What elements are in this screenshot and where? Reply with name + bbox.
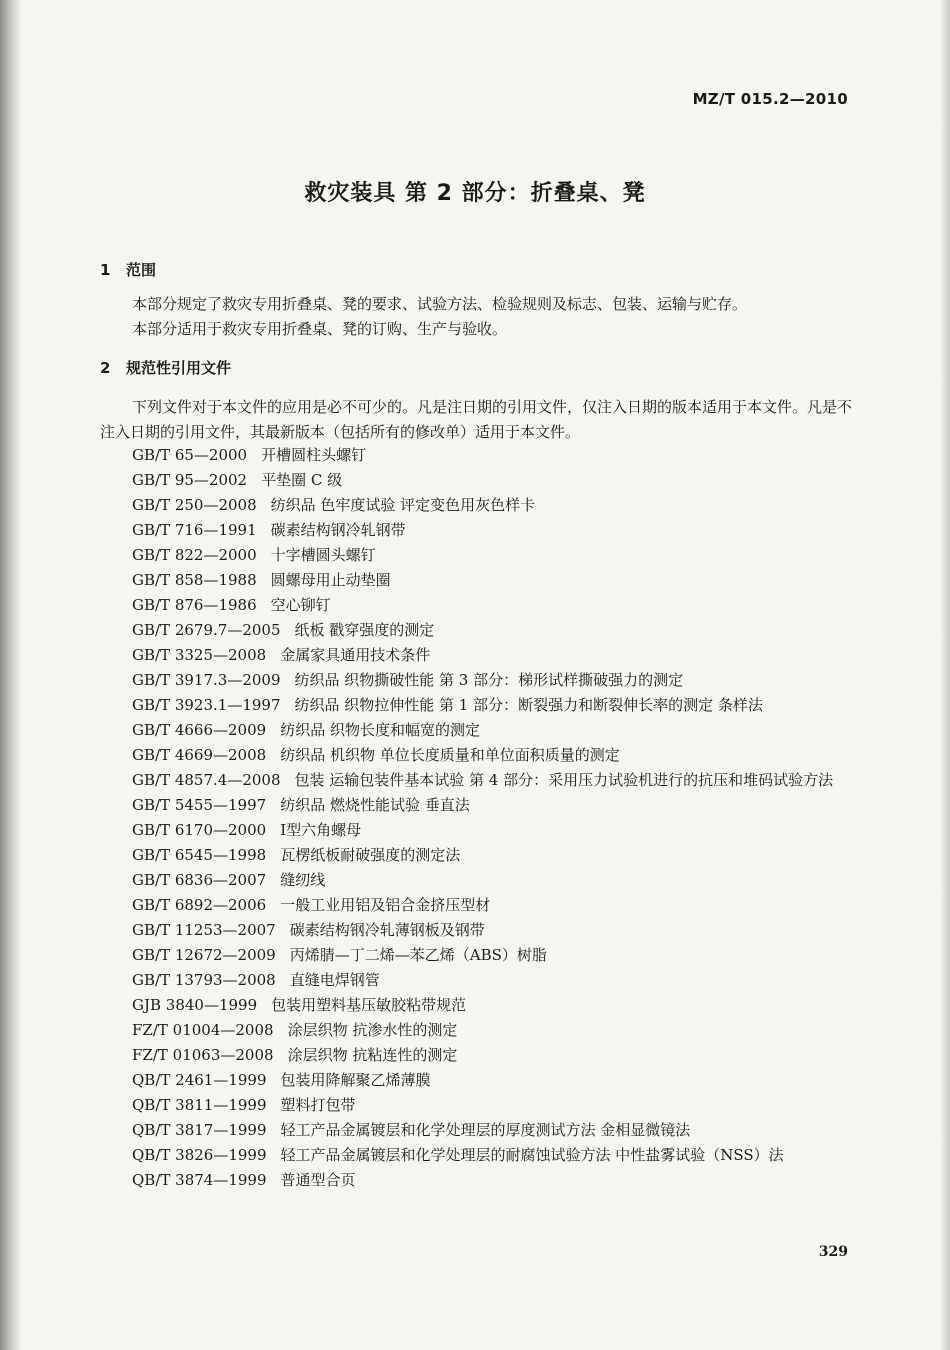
reference-code: GB/T 3923.1—1997 <box>132 696 281 714</box>
reference-item <box>100 818 852 843</box>
reference-code: GB/T 95—2002 <box>132 471 248 489</box>
reference-code: GJB 3840—1999 <box>132 996 258 1014</box>
reference-item <box>100 1168 852 1193</box>
reference-title: 涂层织物 抗渗水性的测定 <box>287 1021 458 1039</box>
reference-item <box>100 843 852 868</box>
reference-item <box>100 593 852 618</box>
reference-title: 十字槽圆头螺钉 <box>270 546 376 564</box>
reference-item <box>100 793 852 818</box>
reference-item <box>100 468 852 493</box>
reference-item <box>100 1093 852 1118</box>
reference-code: GB/T 6545—1998 <box>132 846 267 864</box>
reference-item <box>100 968 852 993</box>
page-title: 救灾装具 第 2 部分：折叠桌、凳 <box>304 181 646 206</box>
section-1-paragraph-1: 本部分规定了救灾专用折叠桌、凳的要求、试验方法、检验规则及标志、包装、运输与贮存。 <box>132 295 748 313</box>
reference-code: GB/T 858—1988 <box>132 571 257 589</box>
reference-code: QB/T 3874—1999 <box>132 1171 267 1189</box>
reference-item <box>100 443 852 468</box>
reference-item <box>100 918 852 943</box>
reference-code: QB/T 2461—1999 <box>132 1071 267 1089</box>
reference-title: 纺织品 织物拉伸性能 第 1 部分：断裂强力和断裂伸长率的测定 条样法 <box>294 696 763 714</box>
reference-title: 丙烯腈—丁二烯—苯乙烯（ABS）树脂 <box>289 946 547 964</box>
reference-item <box>100 993 852 1018</box>
reference-code: QB/T 3811—1999 <box>132 1096 267 1114</box>
reference-title: 包装用塑料基压敏胶粘带规范 <box>271 996 467 1014</box>
reference-code: GB/T 65—2000 <box>132 446 248 464</box>
reference-code: FZ/T 01004—2008 <box>132 1021 274 1039</box>
reference-item <box>100 893 852 918</box>
reference-code: GB/T 2679.7—2005 <box>132 621 281 639</box>
reference-item <box>100 943 852 968</box>
reference-code: GB/T 822—2000 <box>132 546 257 564</box>
reference-title: Ⅰ型六角螺母 <box>280 821 362 839</box>
reference-code: GB/T 5455—1997 <box>132 796 267 814</box>
reference-code: GB/T 6170—2000 <box>132 821 267 839</box>
reference-item <box>100 668 852 693</box>
reference-title: 碳素结构钢冷轧钢带 <box>270 521 406 539</box>
reference-code: GB/T 3917.3—2009 <box>132 671 281 689</box>
reference-item <box>100 1118 852 1143</box>
reference-item <box>100 868 852 893</box>
reference-item <box>100 693 852 718</box>
reference-title: 纺织品 织物长度和幅宽的测定 <box>280 721 480 739</box>
reference-item <box>100 718 852 743</box>
reference-code: GB/T 4669—2008 <box>132 746 267 764</box>
reference-item <box>100 618 852 643</box>
section-2-title: 规范性引用文件 <box>126 359 232 377</box>
reference-item <box>100 1143 852 1168</box>
section-2-number: 2 <box>100 359 111 377</box>
section-1-heading <box>100 259 156 280</box>
reference-code: GB/T 12672—2009 <box>132 946 276 964</box>
reference-title: 包装用降解聚乙烯薄膜 <box>280 1071 431 1089</box>
reference-title: 直缝电焊钢管 <box>289 971 380 989</box>
reference-title: 空心铆钉 <box>270 596 331 614</box>
reference-title: 普通型合页 <box>280 1171 356 1189</box>
page-number: 329 <box>818 1244 848 1260</box>
reference-code: GB/T 4666—2009 <box>132 721 267 739</box>
reference-code: GB/T 3325—2008 <box>132 646 267 664</box>
section-1-title: 范围 <box>126 261 157 279</box>
reference-code: QB/T 3826—1999 <box>132 1146 267 1164</box>
reference-code: GB/T 13793—2008 <box>132 971 276 989</box>
reference-item <box>100 1043 852 1068</box>
reference-title: 包装 运输包装件基本试验 第 4 部分：采用压力试验机进行的抗压和堆码试验方法 <box>294 771 834 789</box>
reference-title: 开槽圆柱头螺钉 <box>261 446 367 464</box>
reference-title: 圆螺母用止动垫圈 <box>270 571 391 589</box>
section-2-intro: 下列文件对于本文件的应用是必不可少的。凡是注日期的引用文件，仅注入日期的版本适用于本文件。凡是不注入日期的引用文件，其最新版本（包括所有的修改单）适用于本文件。 <box>100 398 853 441</box>
reference-title: 平垫圈 C 级 <box>261 471 343 489</box>
section-2-heading <box>100 357 231 378</box>
reference-code: GB/T 11253—2007 <box>132 921 276 939</box>
reference-title: 塑料打包带 <box>280 1096 356 1114</box>
reference-list <box>100 443 852 1193</box>
reference-title: 轻工产品金属镀层和化学处理层的耐腐蚀试验方法 中性盐雾试验（NSS）法 <box>280 1146 784 1164</box>
reference-code: GB/T 716—1991 <box>132 521 257 539</box>
reference-title: 碳素结构钢冷轧薄钢板及钢带 <box>289 921 485 939</box>
document-code: MZ/T 015.2—2010 <box>692 90 848 108</box>
section-1-paragraph-2: 本部分适用于救灾专用折叠桌、凳的订购、生产与验收。 <box>132 320 508 338</box>
reference-item <box>100 743 852 768</box>
reference-code: GB/T 250—2008 <box>132 496 257 514</box>
reference-title: 涂层织物 抗粘连性的测定 <box>287 1046 458 1064</box>
reference-item <box>100 643 852 668</box>
reference-item <box>100 1018 852 1043</box>
reference-title: 轻工产品金属镀层和化学处理层的厚度测试方法 金相显微镜法 <box>280 1121 691 1139</box>
reference-title: 纺织品 色牢度试验 评定变色用灰色样卡 <box>270 496 536 514</box>
reference-title: 金属家具通用技术条件 <box>280 646 431 664</box>
reference-item <box>100 493 852 518</box>
reference-item <box>100 543 852 568</box>
reference-title: 纺织品 机织物 单位长度质量和单位面积质量的测定 <box>280 746 620 764</box>
reference-title: 缝纫线 <box>280 871 326 889</box>
reference-title: 纺织品 燃烧性能试验 垂直法 <box>280 796 470 814</box>
reference-code: GB/T 6892—2006 <box>132 896 267 914</box>
reference-item <box>100 768 852 793</box>
reference-code: GB/T 876—1986 <box>132 596 257 614</box>
reference-code: GB/T 6836—2007 <box>132 871 267 889</box>
reference-title: 瓦楞纸板耐破强度的测定法 <box>280 846 461 864</box>
section-1-number: 1 <box>100 261 111 279</box>
reference-code: FZ/T 01063—2008 <box>132 1046 274 1064</box>
reference-title: 一般工业用铝及铝合金挤压型材 <box>280 896 491 914</box>
reference-title: 纺织品 织物撕破性能 第 3 部分：梯形试样撕破强力的测定 <box>294 671 684 689</box>
reference-title: 纸板 戳穿强度的测定 <box>294 621 435 639</box>
reference-item <box>100 518 852 543</box>
reference-item <box>100 1068 852 1093</box>
reference-code: QB/T 3817—1999 <box>132 1121 267 1139</box>
reference-item <box>100 568 852 593</box>
reference-code: GB/T 4857.4—2008 <box>132 771 281 789</box>
